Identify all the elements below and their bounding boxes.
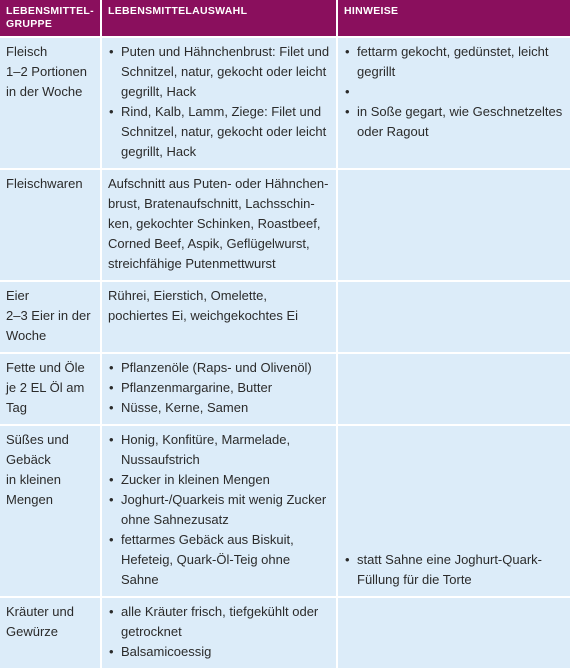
list-item: • Puten und Hähnchenbrust: Filet und Schnitzel, natur, gekocht oder leicht gegrillt, Hack bbox=[108, 42, 330, 102]
selection-cell bbox=[102, 170, 336, 280]
group-cell bbox=[0, 598, 100, 668]
selection-text: Aufschnitt aus Puten- oder Hähnchen-brust, Bratenaufschnitt, Lachsschin-ken, gekochter Schinken, Roastbeef, Corned Beef, Aspik, Geflügelwurst, streichfähige Putenmettwurst bbox=[108, 176, 329, 271]
group-line: je 2 EL Öl am bbox=[6, 380, 85, 395]
header-notes: HINWEISE bbox=[338, 0, 570, 36]
table-row bbox=[0, 598, 570, 668]
list-item: • Joghurt-/Quarkeis mit wenig Zucker ohne Sahnezusatz bbox=[108, 490, 330, 530]
table-row bbox=[0, 38, 570, 168]
group-line: Tag bbox=[6, 400, 27, 415]
group-line: 1–2 Portionen bbox=[6, 64, 87, 79]
group-line: Süßes und bbox=[6, 432, 69, 447]
group-cell bbox=[0, 170, 100, 280]
list-item: • Rind, Kalb, Lamm, Ziege: Filet und Schnitzel, natur, gekocht oder leicht gegrillt, Hack bbox=[108, 102, 330, 162]
spacer bbox=[344, 82, 566, 102]
notes-cell bbox=[338, 38, 570, 168]
group-line: 2–3 Eier in der bbox=[6, 308, 91, 323]
list-item: • Nüsse, Kerne, Samen bbox=[108, 398, 330, 418]
list-item: • fettarmes Gebäck aus Biskuit, Hefeteig, Quark-Öl-Teig ohne Sahne bbox=[108, 530, 330, 590]
group-line: Mengen bbox=[6, 492, 53, 507]
selection-cell bbox=[102, 354, 336, 424]
selection-text: Rührei, Eierstich, Omelette, pochiertes Ei, weichgekochtes Ei bbox=[108, 288, 299, 323]
selection-cell bbox=[102, 426, 336, 596]
group-line: Fleisch bbox=[6, 44, 48, 59]
list-item: • alle Kräuter frisch, tiefgekühlt oder getrocknet bbox=[108, 602, 330, 642]
selection-cell bbox=[102, 598, 336, 668]
group-line: Gewürze bbox=[6, 624, 59, 639]
selection-cell bbox=[102, 282, 336, 352]
group-line: Fleischwaren bbox=[6, 176, 83, 191]
group-line: in kleinen bbox=[6, 472, 61, 487]
list-item: • in Soße gegart, wie Geschnetzeltes oder Ragout bbox=[344, 102, 566, 142]
group-line: Kräuter und bbox=[6, 604, 74, 619]
group-line: Fette und Öle bbox=[6, 360, 85, 375]
list-item: • Balsamicoessig bbox=[108, 642, 330, 662]
header-group-line-2: GRUPPE bbox=[6, 18, 53, 30]
list-item: • fettarm gekocht, gedünstet, leicht gegrillt bbox=[344, 42, 566, 82]
header-group-line-1: LEBENSMITTEL- bbox=[6, 5, 94, 17]
group-line: Woche bbox=[6, 328, 47, 343]
notes-cell bbox=[338, 426, 570, 596]
group-line: Eier bbox=[6, 288, 30, 303]
table-row bbox=[0, 282, 570, 352]
header-selection: LEBENSMITTELAUSWAHL bbox=[102, 0, 336, 36]
list-item: • Pflanzenmargarine, Butter bbox=[108, 378, 330, 398]
group-cell bbox=[0, 354, 100, 424]
notes-cell bbox=[338, 354, 570, 424]
notes-cell bbox=[338, 170, 570, 280]
list-item: • Pflanzenöle (Raps- und Olivenöl) bbox=[108, 358, 330, 378]
notes-cell bbox=[338, 282, 570, 352]
header-group bbox=[0, 0, 100, 36]
group-line: in der Woche bbox=[6, 84, 83, 99]
notes-cell bbox=[338, 598, 570, 668]
group-cell bbox=[0, 426, 100, 596]
table-row bbox=[0, 426, 570, 596]
list-item: • Zucker in kleinen Mengen bbox=[108, 470, 330, 490]
table-row bbox=[0, 170, 570, 280]
selection-cell bbox=[102, 38, 336, 168]
group-cell bbox=[0, 282, 100, 352]
header-row bbox=[0, 0, 570, 36]
list-item: • Honig, Konfitüre, Marmelade, Nussaufstrich bbox=[108, 430, 330, 470]
table-row bbox=[0, 354, 570, 424]
group-line: Gebäck bbox=[6, 452, 51, 467]
list-item: • statt Sahne eine Joghurt-Quark-Füllung für die Torte bbox=[344, 550, 566, 590]
group-cell bbox=[0, 38, 100, 168]
